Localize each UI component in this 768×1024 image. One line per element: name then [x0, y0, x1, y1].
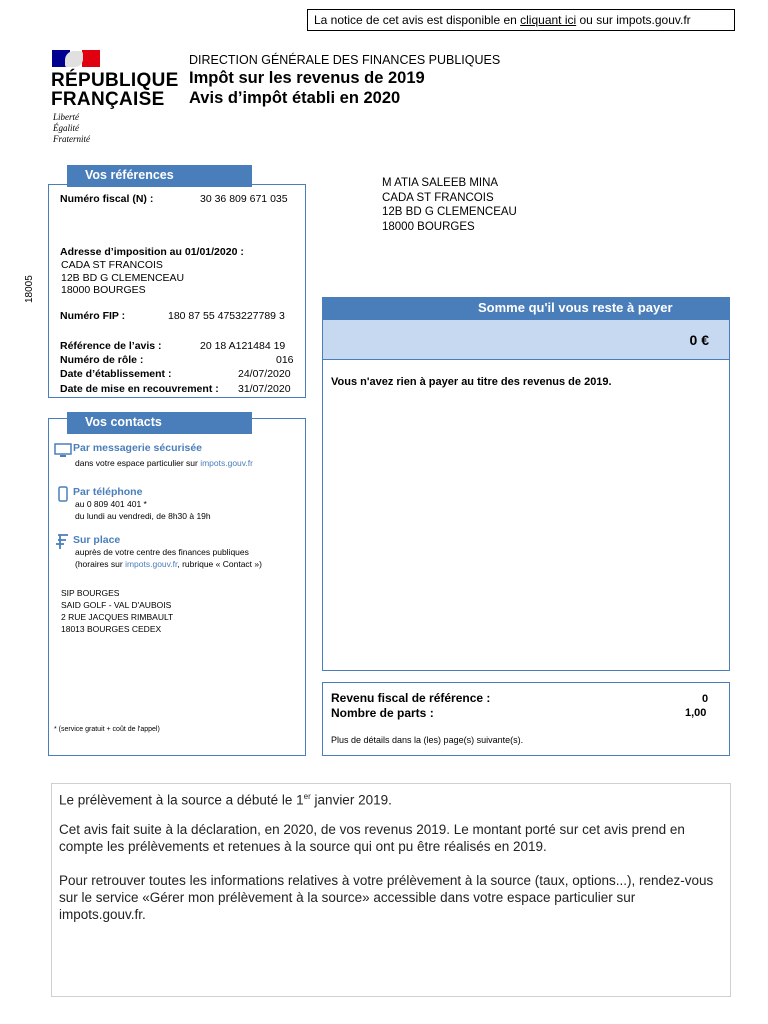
sip-line: 18013 BOURGES CEDEX — [61, 624, 162, 634]
direction-label: DIRECTION GÉNÉRALE DES FINANCES PUBLIQUES — [189, 53, 501, 67]
notice-link[interactable]: cliquant ici — [520, 13, 577, 27]
fip-value: 180 87 55 4753227789 3 — [168, 310, 285, 322]
references-tab: Vos références — [67, 165, 252, 187]
role-label: Numéro de rôle : — [60, 354, 144, 366]
recipient-line: M ATIA SALEEB MINA — [382, 177, 499, 189]
adresse-lines — [61, 259, 184, 297]
adresse-label: Adresse d’imposition au 01/01/2020 : — [60, 246, 244, 258]
adresse-line: CADA ST FRANCOIS — [61, 259, 163, 271]
page-title: Impôt sur les revenus de 2019 — [189, 69, 425, 87]
building-icon — [55, 534, 69, 550]
motto-liberte: Liberté — [53, 112, 79, 122]
fip-label: Numéro FIP : — [60, 310, 126, 322]
sip-address — [61, 587, 173, 635]
logo-line1: RÉPUBLIQUE — [51, 70, 179, 91]
footnote: * (service gratuit + coût de l'appel) — [54, 726, 160, 733]
somme-value-box — [322, 319, 730, 360]
place-text2-prefix: (horaires sur — [75, 559, 126, 569]
notice-prefix: La notice de cet avis est disponible en — [314, 13, 521, 27]
somme-title: Somme qu'il vous reste à payer — [478, 300, 673, 315]
parts-label: Nombre de parts : — [331, 706, 434, 720]
messagerie-text — [75, 458, 253, 468]
messagerie-desc: dans votre espace particulier sur — [75, 458, 201, 468]
side-code: 18005 — [24, 275, 35, 303]
notice-banner — [307, 9, 735, 31]
place-text2 — [75, 559, 262, 569]
p1-prefix: Le prélèvement à la source a débuté le 1 — [59, 792, 304, 808]
place-label: Sur place — [73, 534, 121, 546]
p1-suffix: janvier 2019. — [310, 792, 392, 808]
recouvrement-value: 31/07/2020 — [238, 383, 291, 395]
sip-line: SIP BOURGES — [61, 588, 120, 598]
recipient-line: 18000 BOURGES — [382, 220, 475, 233]
info-paragraph-3: Pour retrouver toutes les informations relatives à votre prélèvement à la source (taux, options...), rendez-vous sur le service «Gérer mon prélèvement à la source» accessible dans votre espace particulier sur impots.gouv.fr. — [59, 873, 714, 922]
phone-icon — [58, 486, 68, 502]
adresse-line: 18000 BOURGES — [61, 284, 146, 296]
numero-fiscal-value: 30 36 809 671 035 — [200, 193, 288, 205]
place-text1: auprès de votre centre des finances publiques — [75, 547, 249, 557]
somme-body — [322, 360, 730, 671]
rfr-value: 0 — [702, 693, 709, 705]
adresse-line: 12B BD G CLEMENCEAU — [61, 271, 185, 284]
contacts-tab: Vos contacts — [67, 412, 252, 434]
info-paragraph-2: Cet avis fait suite à la déclaration, en 2020, de vos revenus 2019. Le montant porté sur cet avis prend en compte les prélèvements et retenues à la source qui ont pu être réalisés en 2019. — [59, 822, 685, 854]
p1-sup: er — [303, 792, 311, 801]
sip-line: SAID GOLF - VAL D'AUBOIS — [61, 600, 172, 610]
rfr-label: Revenu fiscal de référence : — [331, 691, 491, 705]
motto-fraternite: Fraternité — [53, 134, 90, 144]
somme-header — [322, 297, 730, 319]
logo-line2: FRANÇAISE — [51, 89, 165, 110]
marianne-logo-icon — [52, 50, 100, 67]
recipient-line: CADA ST FRANCOIS — [382, 191, 494, 204]
messagerie-label: Par messagerie sécurisée — [73, 442, 203, 454]
parts-value: 1,00 — [685, 707, 707, 719]
numero-fiscal-label: Numéro fiscal (N) : — [60, 193, 154, 205]
motto-egalite: Égalité — [53, 123, 79, 133]
role-value: 016 — [276, 354, 294, 366]
notice-suffix: ou sur impots.gouv.fr — [576, 13, 691, 27]
recipient-address — [382, 176, 517, 234]
telephone-number: au 0 809 401 401 * — [75, 499, 147, 509]
place-text2-suffix: , rubrique « Contact ») — [177, 559, 262, 569]
computer-icon — [54, 443, 72, 459]
page-subtitle: Avis d’impôt établi en 2020 — [189, 89, 401, 107]
impots-link[interactable]: impots.gouv.fr — [125, 559, 178, 569]
recipient-line: 12B BD G CLEMENCEAU — [382, 206, 517, 218]
telephone-hours: du lundi au vendredi, de 8h30 à 19h — [75, 511, 211, 521]
impots-link[interactable]: impots.gouv.fr — [200, 458, 253, 468]
avis-label: Référence de l’avis : — [60, 340, 162, 352]
etablissement-label: Date d’établissement : — [60, 368, 172, 380]
somme-message: Vous n'avez rien à payer au titre des revenus de 2019. — [331, 376, 612, 388]
info-paragraph-1 — [59, 788, 725, 809]
sip-line: 2 RUE JACQUES RIMBAULT — [61, 612, 174, 622]
etablissement-value: 24/07/2020 — [238, 368, 291, 380]
recouvrement-label: Date de mise en recouvrement : — [60, 383, 219, 395]
somme-value: 0 € — [689, 332, 709, 348]
logo-motto — [53, 112, 90, 145]
telephone-label: Par téléphone — [73, 486, 143, 498]
revenu-details: Plus de détails dans la (les) page(s) suivante(s). — [331, 735, 524, 745]
avis-value: 20 18 A121484 19 — [200, 340, 286, 352]
